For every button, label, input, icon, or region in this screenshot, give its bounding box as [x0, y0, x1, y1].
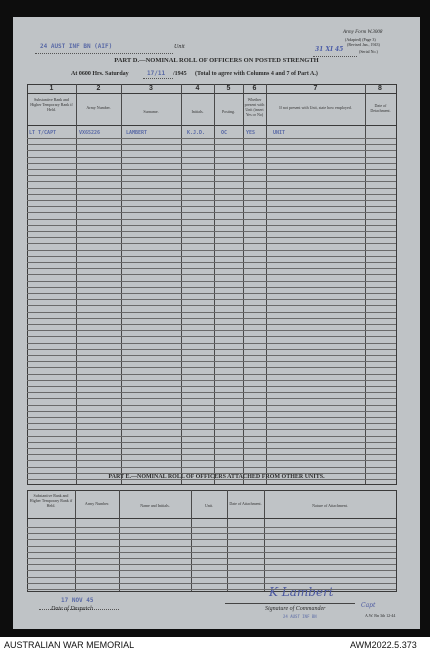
- col-num-3: 3: [149, 85, 153, 92]
- part-d-year: /1945: [173, 71, 187, 77]
- ruled-line: [27, 188, 396, 189]
- col-header-posting: Posting.: [221, 109, 235, 114]
- form-sheet: [13, 17, 420, 629]
- ruled-line: [27, 157, 396, 158]
- ruled-line: [27, 460, 396, 461]
- ruled-line: [27, 429, 396, 430]
- row1-employed: UNIT: [273, 130, 286, 136]
- ruled-line: [27, 256, 396, 257]
- row1-present: YES: [246, 130, 256, 136]
- ruled-line: [27, 144, 396, 145]
- ruled-line: [27, 361, 396, 362]
- e-header-rank: Substantive Rank and Higher Temporary Rank if Held.: [29, 493, 73, 508]
- commander-stamp: 24 AUST INF BN: [283, 614, 317, 619]
- form-ref-line3: (Revised Jan., 1943): [347, 42, 380, 47]
- unit-label: Unit: [174, 44, 185, 50]
- form-ref-line1: Army Form W.3008: [343, 30, 383, 35]
- ruled-line: [27, 527, 396, 528]
- header-divider: [27, 125, 396, 126]
- col-header-employed: If not present with Unit, state how employed.: [279, 105, 352, 110]
- part-d-date-stamp: 17/11: [147, 70, 166, 77]
- col-num-2: 2: [96, 85, 101, 92]
- col-header-initials: Initials.: [191, 109, 204, 114]
- e-header-unit: Unit.: [204, 503, 214, 508]
- serial-stamp: 31 XI 45: [315, 46, 344, 53]
- ruled-line: [27, 355, 396, 356]
- ruled-line: [27, 250, 396, 251]
- col-header-rank: Substantive Rank and Higher Temporary Rank if Held.: [30, 97, 73, 112]
- col-num-1: 1: [49, 85, 54, 92]
- ruled-line: [27, 274, 396, 275]
- ruled-line: [27, 564, 396, 565]
- ruled-line: [27, 175, 396, 176]
- ruled-line: [27, 318, 396, 319]
- ruled-line: [27, 336, 396, 337]
- col-num-5: 5: [226, 85, 231, 92]
- col-num-7: 7: [313, 85, 318, 92]
- ruled-line: [27, 546, 396, 547]
- ruled-line: [27, 570, 396, 571]
- ruled-line: [27, 380, 396, 381]
- col-num-6: 6: [252, 85, 257, 92]
- e-header-name: Name and Initials.: [140, 503, 170, 508]
- ruled-line: [27, 150, 396, 151]
- ruled-line: [27, 281, 396, 282]
- ruled-line: [27, 411, 396, 412]
- ruled-line: [27, 343, 396, 344]
- ruled-line: [27, 583, 396, 584]
- footer-right: AWM2022.5.373: [350, 640, 417, 650]
- ruled-line: [27, 194, 396, 195]
- ruled-line: [27, 287, 396, 288]
- ruled-line: [27, 305, 396, 306]
- serial-label: (Serial No.): [359, 49, 378, 54]
- ruled-line: [27, 442, 396, 443]
- ruled-line: [27, 479, 396, 480]
- ruled-line: [27, 436, 396, 437]
- part-d-subtitle-post: (Total to agree with Columns 4 and 7 of Part A.): [195, 71, 318, 77]
- footer-left: AUSTRALIAN WAR MEMORIAL: [4, 640, 135, 650]
- col-num-8: 8: [378, 85, 382, 92]
- ruled-line: [27, 181, 396, 182]
- ruled-line: [27, 398, 396, 399]
- ruled-line: [27, 237, 396, 238]
- ruled-line: [27, 386, 396, 387]
- ruled-line: [27, 225, 396, 226]
- ruled-line: [27, 262, 396, 263]
- ruled-line: [27, 163, 396, 164]
- col-header-army-number: Army Number.: [86, 105, 111, 110]
- commander-signature: K Lambert: [269, 585, 334, 599]
- ruled-line: [27, 473, 396, 474]
- ruled-line: [27, 405, 396, 406]
- ruled-line: [27, 367, 396, 368]
- print-note: A.W. Bn 3th 12-44: [365, 613, 396, 618]
- col-header-surname: Surname.: [143, 109, 159, 114]
- form-ref-line2: (Adapted) (Page 3): [345, 37, 376, 42]
- despatch-stamp: 17 NOV 45: [61, 597, 94, 604]
- ruled-line: [27, 539, 396, 540]
- col-num-4: 4: [195, 85, 200, 92]
- ruled-line: [27, 293, 396, 294]
- commander-label: Signature of Commander: [265, 606, 326, 612]
- ruled-line: [27, 392, 396, 393]
- ruled-line: [27, 589, 396, 590]
- ruled-line: [27, 423, 396, 424]
- ruled-line: [27, 577, 396, 578]
- ruled-line: [27, 312, 396, 313]
- ruled-line: [27, 231, 396, 232]
- ruled-line: [27, 330, 396, 331]
- ruled-line: [27, 299, 396, 300]
- signature-line: [225, 602, 355, 604]
- ruled-line: [27, 324, 396, 325]
- unit-stamp: 24 AUST INF BN (AIF): [40, 43, 113, 50]
- ruled-line: [27, 138, 396, 139]
- row1-rank: LT T/CAPT: [29, 130, 57, 136]
- part-d-subtitle-pre: At 0600 Hrs. Saturday: [71, 71, 129, 77]
- ruled-line: [27, 417, 396, 418]
- e-header-army-number: Army Number.: [84, 501, 110, 506]
- row1-army-number: VX65226: [79, 130, 101, 136]
- col-num-divider: [27, 93, 396, 94]
- row1-initials: K.J.D.: [187, 130, 206, 136]
- ruled-line: [27, 552, 396, 553]
- ruled-line: [27, 219, 396, 220]
- commander-rank-note: Capt: [361, 602, 376, 609]
- despatch-label: Date of Despatch: [51, 606, 93, 612]
- ruled-line: [27, 349, 396, 350]
- part-d-title: PART D.—NOMINAL ROLL OF OFFICERS ON POSTED STRENGTH: [114, 57, 319, 64]
- ruled-line: [27, 212, 396, 213]
- ruled-line: [27, 448, 396, 449]
- e-header-nature: Nature of Attachment.: [312, 503, 348, 508]
- ruled-line: [27, 454, 396, 455]
- row1-posting: OC: [221, 130, 228, 136]
- ruled-line: [27, 558, 396, 559]
- part-e-title: PART E.—NOMINAL ROLL OF OFFICERS ATTACHED FROM OTHER UNITS.: [108, 474, 325, 480]
- ruled-line: [27, 374, 396, 375]
- e-header-attachment-date: Date of Attachment.: [229, 501, 262, 506]
- ruled-line: [27, 200, 396, 201]
- museum-footer: [0, 637, 430, 653]
- ruled-line: [27, 243, 396, 244]
- ruled-line: [27, 206, 396, 207]
- col-header-detachment: Date of Detachment.: [370, 103, 391, 113]
- ruled-line: [27, 169, 396, 170]
- ruled-line: [27, 268, 396, 269]
- part-e-header-divider: [27, 518, 396, 519]
- ruled-line: [27, 533, 396, 534]
- col-header-present: Whether present with Unit (insert Yes or No): [244, 97, 265, 117]
- row1-surname: LAMBERT: [126, 130, 148, 136]
- ruled-line: [27, 467, 396, 468]
